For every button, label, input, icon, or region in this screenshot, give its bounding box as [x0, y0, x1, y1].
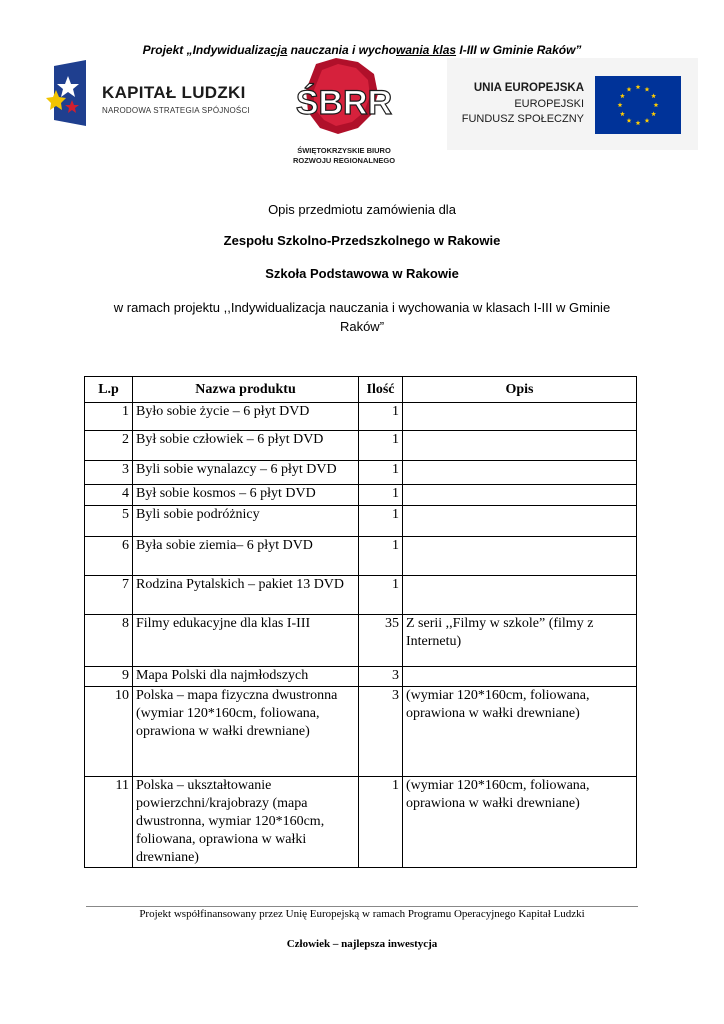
row-qty: 3 [359, 667, 403, 687]
sbrr-logo [278, 56, 410, 168]
row-qty: 1 [359, 461, 403, 485]
eu-line-1: UNIA EUROPEJSKA [473, 82, 584, 94]
header-qty: Ilość [359, 377, 403, 403]
table-row [85, 667, 637, 687]
row-lp: 8 [85, 615, 133, 667]
row-lp: 10 [85, 687, 133, 777]
row-qty: 1 [359, 777, 403, 868]
row-name: Polska – mapa fizyczna dwustronna (wymiar 120*160cm, foliowana, oprawiona w wałki drewniane) [133, 687, 359, 777]
kapital-ludzki-star-logo [46, 60, 88, 128]
eu-flag-icon [595, 76, 681, 134]
row-lp: 9 [85, 667, 133, 687]
table-row [85, 403, 637, 431]
row-name: Filmy edukacyjne dla klas I-III [133, 615, 359, 667]
project-header-title [0, 43, 724, 57]
kapital-ludzki-subtitle: NARODOWA STRATEGIA SPÓJNOŚCI [102, 106, 250, 115]
products-table [84, 376, 637, 868]
kapital-ludzki-name: KAPITAŁ LUDZKI [102, 83, 246, 102]
header-lp: L.p [85, 377, 133, 403]
intro-line-1: Opis przedmiotu zamówienia dla [268, 202, 456, 217]
header-part-2: cja [270, 43, 288, 57]
table-header-row [85, 377, 637, 403]
row-desc [403, 461, 637, 485]
row-name: Był sobie kosmos – 6 płyt DVD [133, 485, 359, 506]
table-row [85, 431, 637, 461]
sbrr-caption-1: ŚWIĘTOKRZYSKIE BIURO [297, 146, 391, 155]
row-lp: 4 [85, 485, 133, 506]
table-row [85, 777, 637, 868]
row-lp: 5 [85, 506, 133, 537]
table-row [85, 615, 637, 667]
row-lp: 11 [85, 777, 133, 868]
eu-logo [447, 58, 698, 150]
header-name: Nazwa produktu [133, 377, 359, 403]
row-qty: 1 [359, 403, 403, 431]
school-complex-title: Zespołu Szkolno-Przedszkolnego w Rakowie [223, 233, 501, 248]
row-qty: 1 [359, 576, 403, 615]
row-qty: 1 [359, 537, 403, 576]
row-name: Rodzina Pytalskich – pakiet 13 DVD [133, 576, 359, 615]
header-part-1: Projekt „Indywidualiza [142, 43, 271, 57]
eu-line-2: EUROPEJSKI [514, 98, 584, 110]
row-desc: Z serii ,,Filmy w szkole” (filmy z Internetu) [403, 615, 637, 667]
row-lp: 7 [85, 576, 133, 615]
row-qty: 1 [359, 485, 403, 506]
eu-line-3: FUNDUSZ SPOŁECZNY [461, 113, 584, 125]
row-lp: 2 [85, 431, 133, 461]
table-row [85, 687, 637, 777]
row-desc: (wymiar 120*160cm, foliowana, oprawiona w wałki drewniane) [403, 687, 637, 777]
header-part-4: wania klas [396, 43, 457, 57]
kapital-ludzki-logo [46, 60, 256, 132]
row-desc [403, 537, 637, 576]
header-part-5: I-III w Gminie Raków” [456, 43, 582, 57]
table-row [85, 461, 637, 485]
row-qty: 1 [359, 506, 403, 537]
row-qty: 1 [359, 431, 403, 461]
row-desc [403, 431, 637, 461]
row-name: Mapa Polski dla najmłodszych [133, 667, 359, 687]
table-row [85, 576, 637, 615]
row-qty: 3 [359, 687, 403, 777]
row-name: Byli sobie wynalazcy – 6 płyt DVD [133, 461, 359, 485]
header-desc: Opis [403, 377, 637, 403]
table-row [85, 537, 637, 576]
footer-slogan: Człowiek – najlepsza inwestycja [286, 938, 438, 950]
row-desc [403, 506, 637, 537]
footer-divider [86, 906, 638, 907]
row-desc [403, 485, 637, 506]
row-lp: 1 [85, 403, 133, 431]
table-row [85, 485, 637, 506]
sbrr-name: ŚBRR [295, 84, 393, 122]
footer-cofinancing: Projekt współfinansowany przez Unię Europejską w ramach Programu Operacyjnego Kapitał Ludzki [139, 908, 585, 920]
row-name: Byli sobie podróżnicy [133, 506, 359, 537]
project-description: w ramach projektu ,,Indywidualizacja nauczania i wychowania w klasach I-III w Gminie Raków” [113, 300, 611, 334]
sbrr-caption-2: ROZWOJU REGIONALNEGO [292, 156, 396, 165]
row-desc [403, 576, 637, 615]
row-name: Było sobie życie – 6 płyt DVD [133, 403, 359, 431]
row-qty: 35 [359, 615, 403, 667]
row-desc [403, 403, 637, 431]
row-lp: 6 [85, 537, 133, 576]
row-lp: 3 [85, 461, 133, 485]
row-name: Polska – ukształtowanie powierzchni/krajobrazy (mapa dwustronna, wymiar 120*160cm, foliowana, oprawiona w wałki drewniane) [133, 777, 359, 868]
row-name: Był sobie człowiek – 6 płyt DVD [133, 431, 359, 461]
row-name: Była sobie ziemia– 6 płyt DVD [133, 537, 359, 576]
row-desc [403, 667, 637, 687]
sbrr-region-icon [278, 56, 410, 146]
school-title: Szkoła Podstawowa w Rakowie [265, 266, 459, 281]
row-desc: (wymiar 120*160cm, foliowana, oprawiona w wałki drewniane) [403, 777, 637, 868]
table-row [85, 506, 637, 537]
header-part-3: nauczania i wycho [287, 43, 396, 57]
